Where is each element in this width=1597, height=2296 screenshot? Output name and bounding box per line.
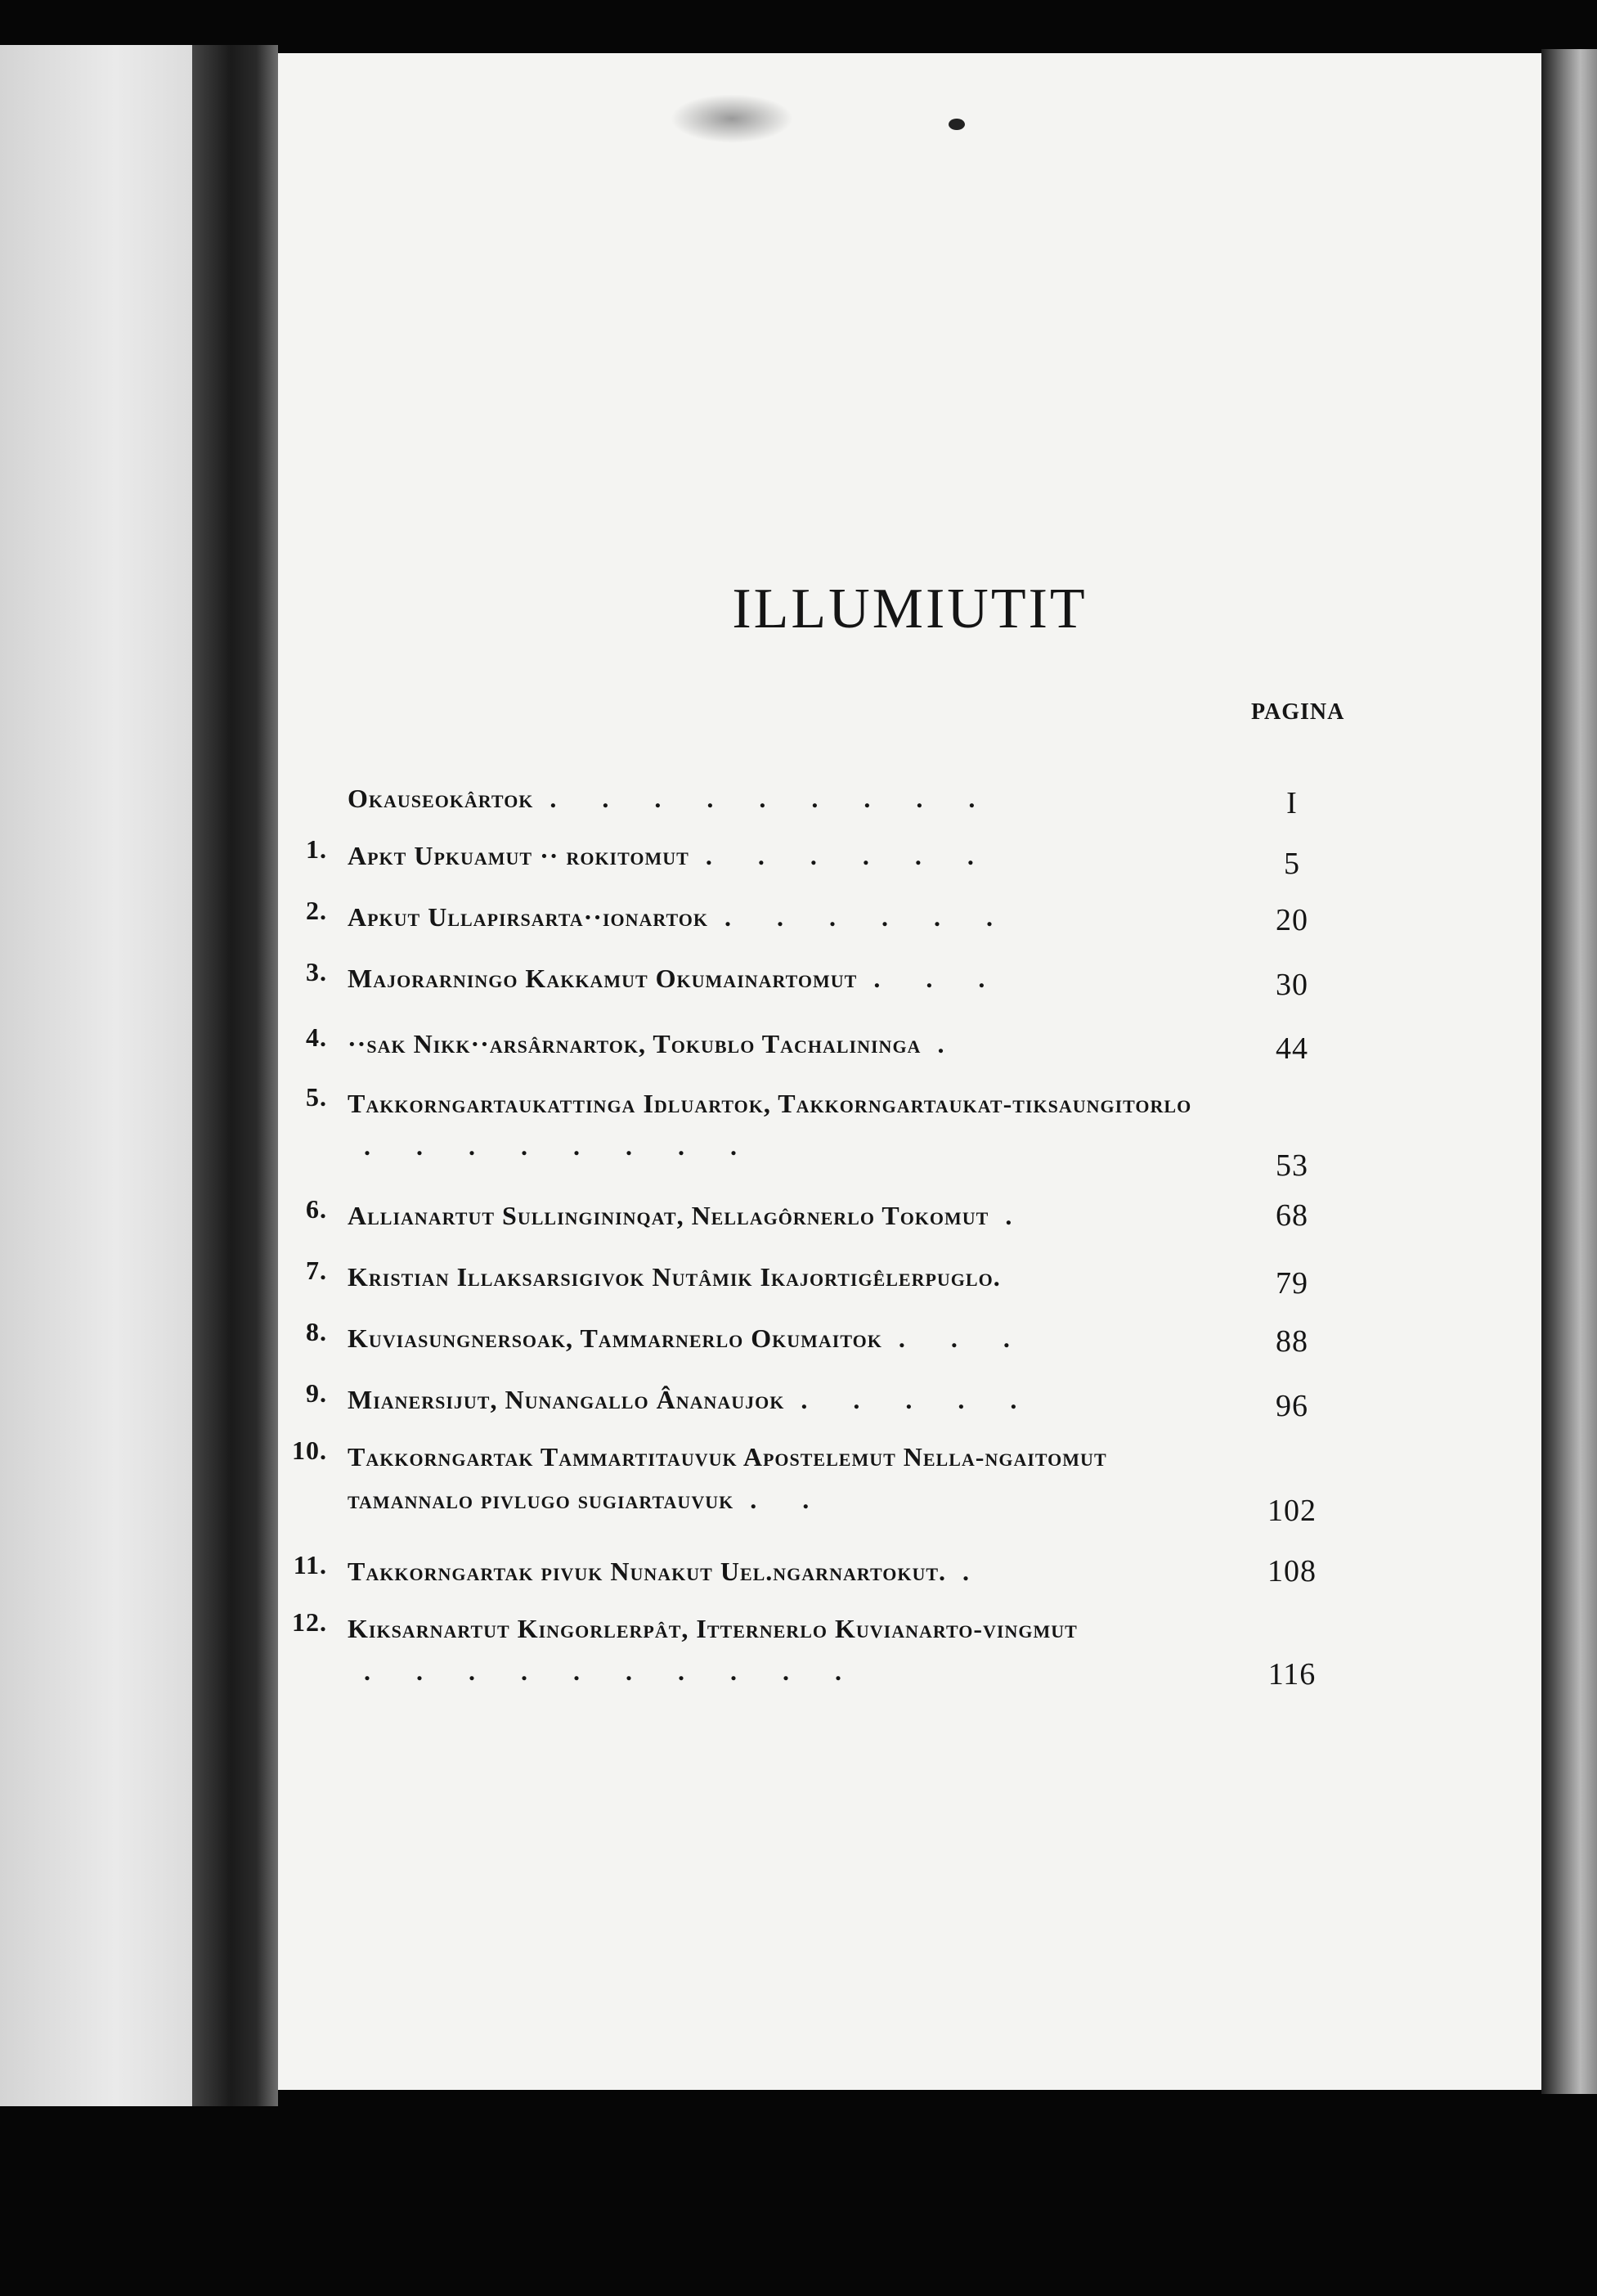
dot-leader: . [962,1557,989,1586]
entry-number: 7. [306,1256,327,1285]
book-gutter [192,45,278,2106]
contents-page [278,53,1541,2090]
entry-title: Mianersijut, Nunangallo Ânanaujok . . . . . [348,1378,1239,1421]
page-edge [1541,49,1597,2094]
entry-page: 79 [1276,1266,1308,1301]
dot-leader: . . . . . . . . . . [364,1656,861,1686]
pagina-heading: PAGINA [1251,699,1345,725]
dot-leader: . . . . . . [705,841,994,870]
entry-title: Kiksarnartut Kingorlerpât, Itternerlo Kuvianarto-vingmut. . . . . . . . . . [348,1607,1239,1692]
entry-number: 8. [306,1317,327,1346]
entry-title: Majorarningo Kakkamut Okumainartomut . . . [348,957,1239,1000]
entry-title: Kuviasungnersoak, Tammarnerlo Okumaitok . . . [348,1317,1239,1359]
entry-title: Allianartut Sullingininqat, Nellagôrnerlo Tokomut . [348,1194,1239,1237]
dot-leader: . . . [873,964,1005,993]
entry-page: 68 [1276,1198,1308,1233]
dot-leader: . . . . . . [724,902,1013,932]
entry-page: 44 [1276,1031,1308,1066]
entry-title: Takkorngartaukattinga Idluartok, Takkorngartaukat-tiksaungitorlo. . . . . . . . [348,1082,1239,1167]
dot-leader: . . . . . . . . [364,1131,756,1161]
entry-page: 5 [1284,847,1300,881]
entry-title: Takkorngartak Tammartitauvuk Apostelemut Nella-ngaitomut tamannalo pivlugo sugiartauvuk . . [348,1436,1239,1521]
entry-number: 4. [306,1022,327,1052]
entry-page: 30 [1276,968,1308,1002]
dot-leader: . . . . . . . . . [550,784,995,813]
entry-title: Kristian Illaksarsigivok Nutâmik Ikajortigêlerpuglo. [348,1262,1001,1292]
entry-page: 20 [1276,903,1308,937]
entry-page: I [1286,786,1298,820]
entry-number: 12. [292,1607,327,1637]
entry-title: Apkt Upkuamut ·· rokitomut . . . . . . [348,834,1239,877]
entry-page: 53 [1276,1148,1308,1183]
facing-page [0,45,192,2106]
entry-title: Okauseokârtok . . . . . . . . . [348,777,1239,820]
dot-leader: . . . [898,1323,1030,1353]
entry-title: ··sak Nikk··arsârnartok, Tokublo Tachalininga . [348,1022,1239,1065]
entry-number: 6. [306,1194,327,1224]
ink-smudge [671,94,793,143]
entry-number: 5. [306,1082,327,1112]
entry-number: 1. [306,834,327,864]
ink-speck [949,119,965,130]
entry-number: 11. [293,1550,327,1579]
dot-leader: . . [750,1485,829,1514]
dot-leader: . [937,1029,964,1058]
entry-title: Apkut Ullapirsarta··ionartok . . . . . . [348,896,1239,938]
entry-number: 3. [306,957,327,986]
page-title: ILLUMIUTIT [732,577,1088,640]
entry-page: 108 [1267,1554,1317,1588]
dot-leader: . . . . . [801,1385,1037,1414]
entry-page: 96 [1276,1389,1308,1423]
entry-page: 116 [1267,1657,1317,1692]
entry-number: 2. [306,896,327,925]
dot-leader: . [1005,1201,1032,1230]
entry-page: 102 [1267,1494,1317,1528]
entry-title: Takkorngartak pivuk Nunakut Uel.ngarnartokut. . [348,1550,1239,1593]
entry-page: 88 [1276,1324,1308,1359]
entry-number: 9. [306,1378,327,1408]
entry-number: 10. [292,1436,327,1465]
